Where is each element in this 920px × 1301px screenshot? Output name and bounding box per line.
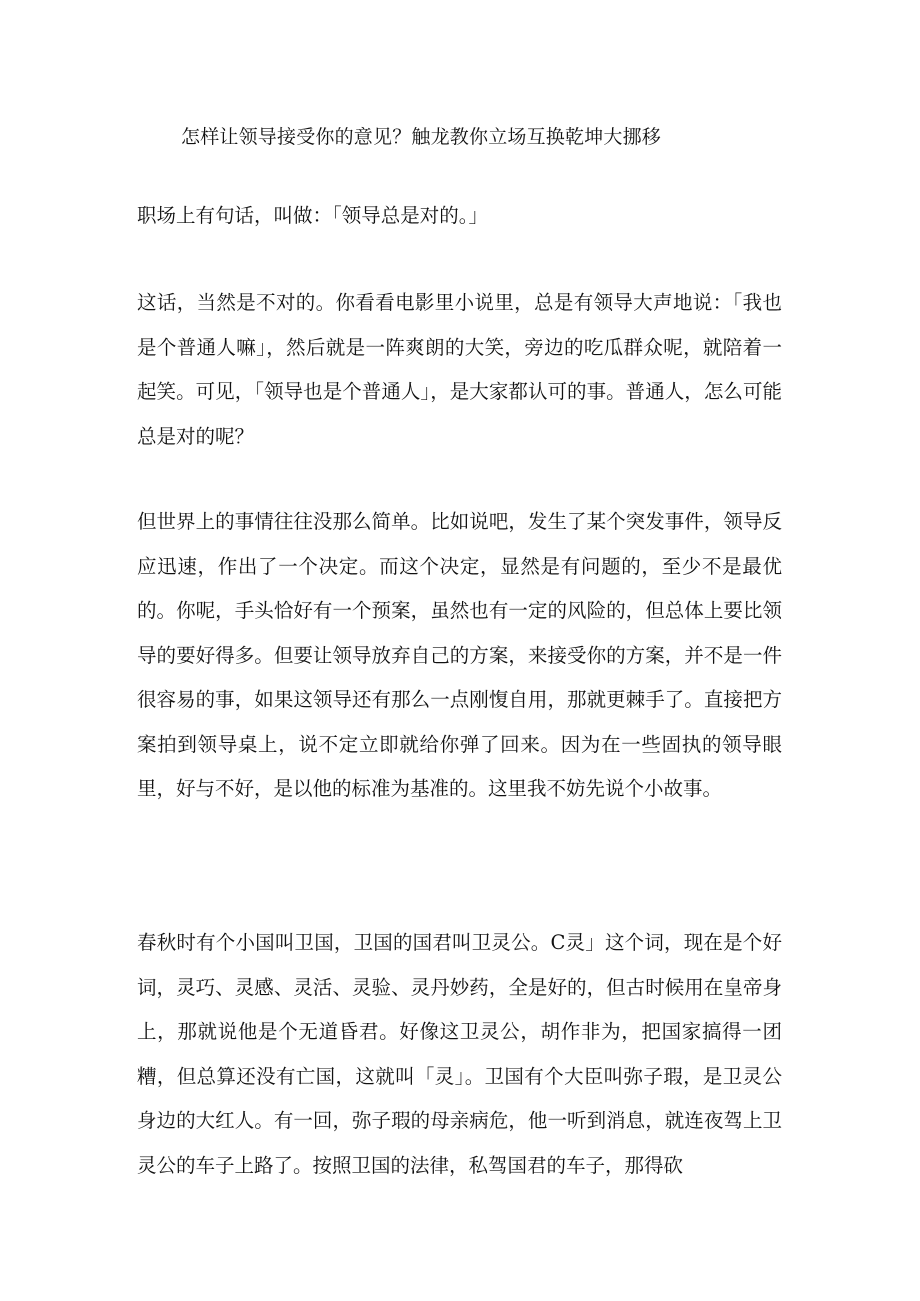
paragraph-3: 但世界上的事情往往没那么简单。比如说吧，发生了某个突发事件，领导反应迅速，作出了一个决定。而这个决定，显然是有问题的，至少不是最优的。你呢，手头恰好有一个预案，虽然也有一定的风险的，但总体上要比领导的要好得多。但要让领导放弃自己的方案，来接受你的方案，并不是一件很容易的事，如果这领导还有那么一点刚愎自用，那就更棘手了。直接把方案拍到领导桌上，说不定立即就给你弹了回来。因为在一些固执的领导眼里，好与不好，是以他的标准为基准的。这里我不妨先说个小故事。	[137, 510, 782, 800]
paragraph-2: 这话，当然是不对的。你看看电影里小说里，总是有领导大声地说：「我也是个普通人嘛」，然后就是一阵爽朗的大笑，旁边的吃瓜群众呢，就陪着一起笑。可见，「领导也是个普通人」，是大家都认可的事。普通人，怎么可能总是对的呢？	[137, 291, 782, 448]
paragraph-1: 职场上有句话，叫做：「领导总是对的。」	[137, 204, 489, 227]
document-title: 怎样让领导接受你的意见？触龙教你立场互换乾坤大挪移	[181, 126, 662, 148]
paragraph-4: 春秋时有个小国叫卫国，卫国的国君叫卫灵公。C灵」这个词，现在是个好词，灵巧、灵感、灵活、灵验、灵丹妙药，全是好的，但古时候用在皇帝身上，那就说他是个无道昏君。好像这卫灵公，胡作非为，把国家搞得一团糟，但总算还没有亡国，这就叫「灵」。卫国有个大臣叫弥子瑕，是卫灵公身边的大红人。有一回，弥子瑕的母亲病危，他一听到消息，就连夜驾上卫灵公的车子上路了。按照卫国的法律，私驾国君的车子，那得砍	[137, 931, 782, 1177]
